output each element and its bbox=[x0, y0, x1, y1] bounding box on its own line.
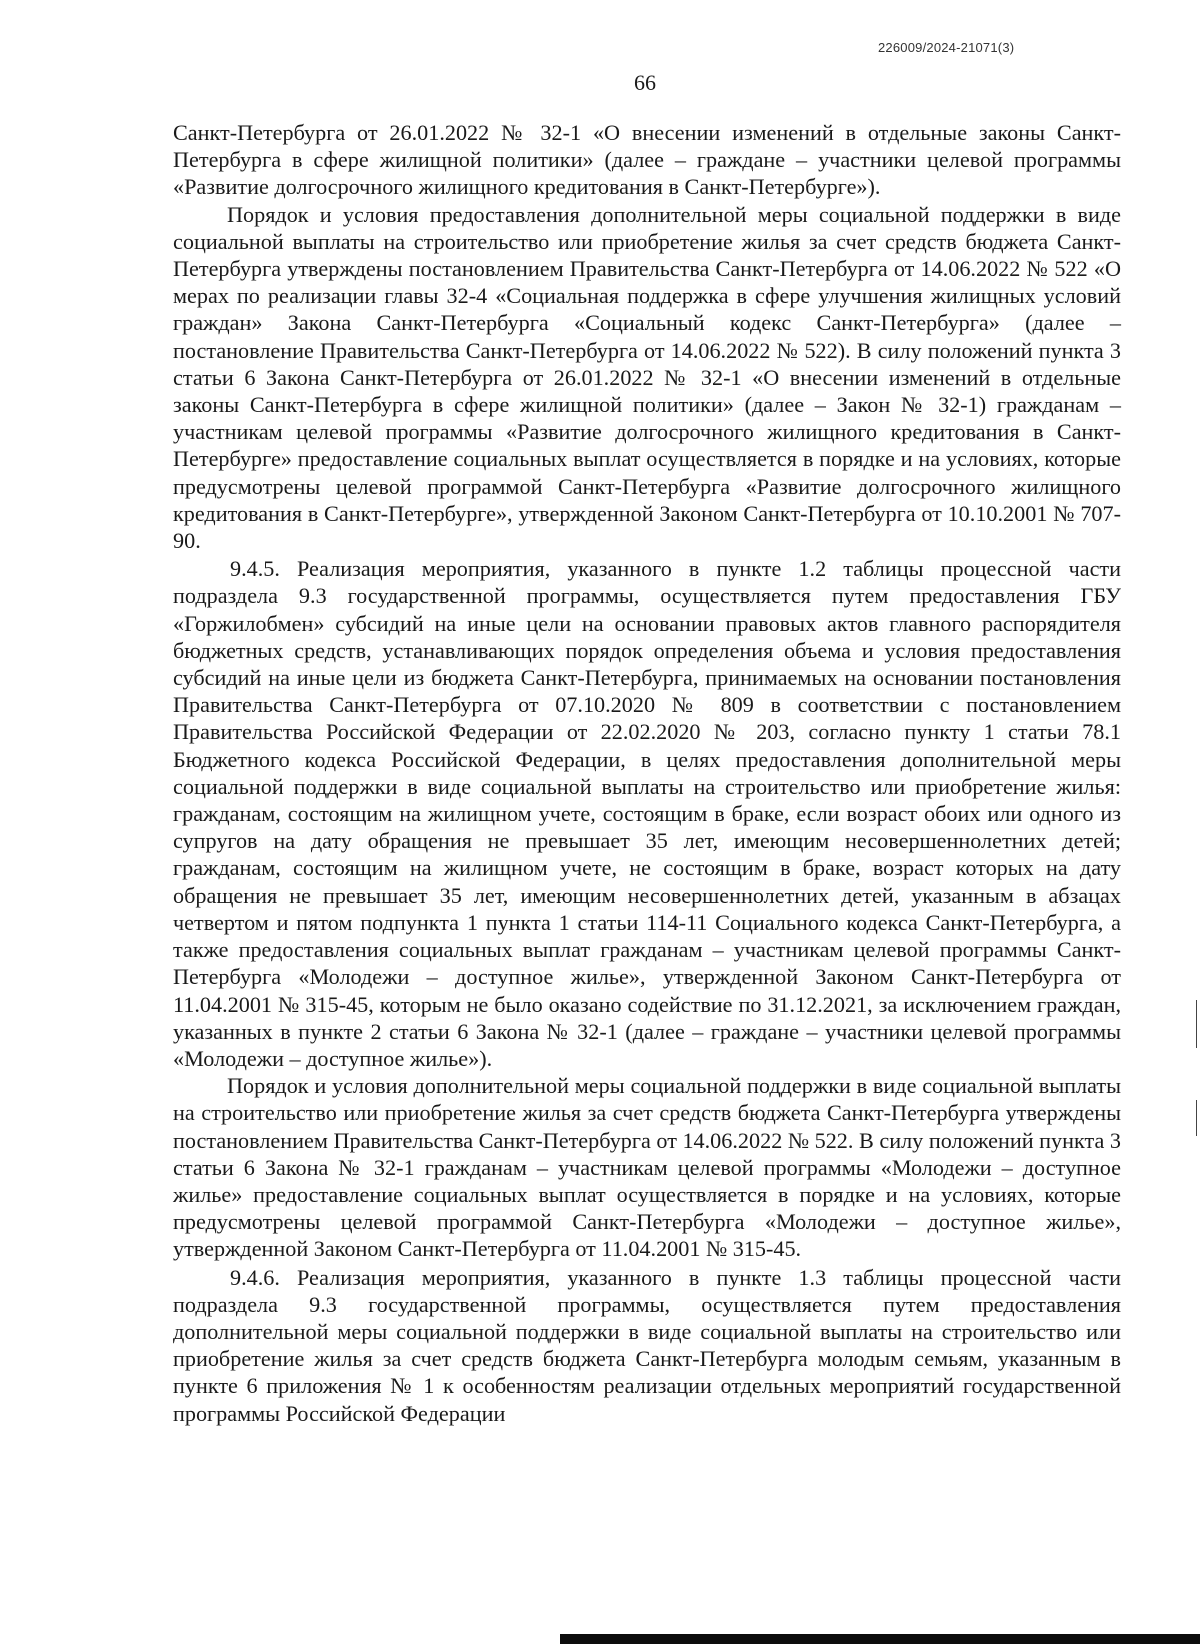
scan-edge-mark bbox=[1196, 1000, 1197, 1048]
document-registration-number: 226009/2024-21071(3) bbox=[878, 40, 1015, 55]
paragraph-9-4-5: 9.4.5. Реализация мероприятия, указанного в пункте 1.2 таблицы процессной части подраздела 9.3 государственной программы, осуществляется путем предоставления ГБУ «Горжилобмен» субсидий на иные цели на основании правовых актов главного распорядителя бюджетных средств, устанавливающих порядок определения объема и условия предоставления субсидий на иные цели из бюджета Санкт-Петербурга, принимаемых на основании постановления Правительства Санкт-Петербурга от 07.10.2020 № 809 в соответствии с постановлением Правительства Российской Федерации от 22.02.2020 № 203, согласно пункту 1 статьи 78.1 Бюджетного кодекса Российской Федерации, в целях предоставления дополнительной меры социальной поддержки в виде социальной выплаты на строительство или приобретение жилья: гражданам, состоящим на жилищном учете, состоящим в браке, если возраст обоих или одного из супругов на дату обращения не превышает 35 лет, имеющим несовершеннолетних детей; гражданам, состоящим на жилищном учете, не состоящим в браке, возраст которых на дату обращения не превышает 35 лет, имеющим несовершеннолетних детей, указанным в абзацах четвертом и пятом подпункта 1 пункта 1 статьи 114-11 Социального кодекса Санкт-Петербурга, а также предоставления социальных выплат гражданам – участникам целевой программы Санкт-Петербурга «Молодежи – доступное жилье», утвержденной Законом Санкт-Петербурга от 11.04.2001 № 315-45, которым не было оказано содействие по 31.12.2021, за исключением граждан, указанных в пункте 2 статьи 6 Закона № 32-1 (далее – граждане – участники целевой программы «Молодежи – доступное жилье»). bbox=[173, 556, 1121, 1071]
document-body bbox=[173, 119, 1121, 1427]
paragraph-procedure-conditions-2: Порядок и условия дополнительной меры социальной поддержки в виде социальной выплаты на строительство или приобретение жилья за счет средств бюджета Санкт-Петербурга утверждены постановлением Правительства Санкт-Петербурга от 14.06.2022 № 522. В силу положений пункта 3 статьи 6 Закона № 32-1 гражданам – участникам целевой программы «Молодежи – доступное жилье» предоставление социальных выплат осуществляется в порядке и на условиях, которые предусмотрены целевой программой Санкт-Петербурга «Молодежи – доступное жилье», утвержденной Законом Санкт-Петербурга от 11.04.2001 № 315-45. bbox=[173, 1073, 1121, 1262]
paragraph-continuation: Санкт-Петербурга от 26.01.2022 № 32-1 «О внесении изменений в отдельные законы Санкт-Петербурга в сфере жилищной политики» (далее – граждане – участники целевой программы «Развитие долгосрочного жилищного кредитования в Санкт-Петербурге»). bbox=[173, 120, 1121, 200]
paragraph-9-4-6: 9.4.6. Реализация мероприятия, указанного в пункте 1.3 таблицы процессной части подраздела 9.3 государственной программы, осуществляется путем предоставления дополнительной меры социальной поддержки в виде социальной выплаты на строительство или приобретение жилья за счет средств бюджета Санкт-Петербурга молодым семьям, указанным в пункте 6 приложения № 1 к особенностям реализации отдельных мероприятий государственной программы Российской Федерации bbox=[173, 1264, 1121, 1426]
scan-edge-mark bbox=[1196, 1100, 1197, 1136]
scan-bottom-edge bbox=[560, 1634, 1200, 1644]
paragraph-procedure-conditions-1: Порядок и условия предоставления дополнительной меры социальной поддержки в виде социальной выплаты на строительство или приобретение жилья за счет средств бюджета Санкт-Петербурга утверждены постановлением Правительства Санкт-Петербурга от 14.06.2022 № 522 «О мерах по реализации главы 32-4 «Социальная поддержка в сфере улучшения жилищных условий граждан» Закона Санкт-Петербурга «Социальный кодекс Санкт-Петербурга» (далее – постановление Правительства Санкт-Петербурга от 14.06.2022 № 522). В силу положений пункта 3 статьи 6 Закона Санкт-Петербурга от 26.01.2022 № 32-1 «О внесении изменений в отдельные законы Санкт-Петербурга в сфере жилищной политики» (далее – Закон № 32-1) гражданам – участникам целевой программы «Развитие долгосрочного жилищного кредитования в Санкт-Петербурге» предоставление социальных выплат осуществляется в порядке и на условиях, которые предусмотрены целевой программой Санкт-Петербурга «Развитие долгосрочного жилищного кредитования в Санкт-Петербурге», утвержденной Законом Санкт-Петербурга от 10.10.2001 № 707-90. bbox=[173, 201, 1121, 554]
page-number: 66 bbox=[634, 70, 656, 95]
